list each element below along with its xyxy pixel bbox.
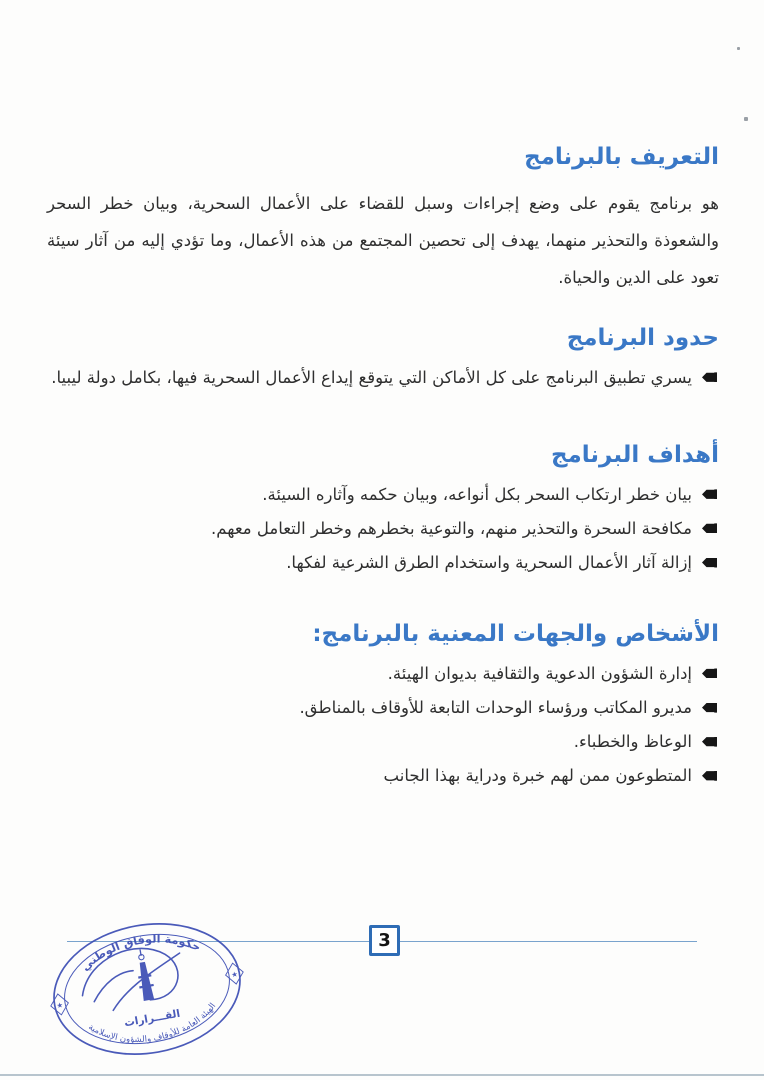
bullet-arrow-icon [702,668,717,678]
section-heading-goals: أهداف البرنامج [550,441,719,468]
section-stakeholders [47,620,719,787]
list-item [47,730,717,753]
list-item-text: مكافحة السحرة والتحذير منهم، والتوعية بخطرهم وخطر التعامل معهم. [210,518,692,538]
list-item [47,366,717,389]
list-item-text: الوعاظ والخطباء. [573,732,692,752]
stamp-center-label: القـــرارات [123,1007,182,1030]
bullet-arrow-icon [702,558,717,568]
page-content [47,143,719,798]
star-icon: ★ [55,1000,64,1011]
definition-paragraph: هو برنامج يقوم على وضع إجراءات وسبل للقضاء على الأعمال السحرية، وبيان خطر السحر والشعوذة والتحذير منهما، يهدف إلى تحصين المجتمع من هذه الأعمال، وما تؤدي إليه من آثار سيئة تعود على الدين والحياة. [47,193,719,287]
minaret-emblem-icon [133,948,156,1001]
bullet-arrow-icon [702,489,717,499]
list-item-text: إدارة الشؤون الدعوية والثقافية بديوان الهيئة. [387,663,692,683]
list-item-text: المتطوعون ممن لهم خبرة ودراية بهذا الجانب [383,766,692,786]
page-number-badge: 3 [369,925,400,956]
list-item [47,696,717,719]
list-item-text: مديرو المكاتب ورؤساء الوحدات التابعة للأوقاف بالمناطق. [299,698,692,718]
list-item [47,517,717,540]
list-item-text: بيان خطر ارتكاب السحر بكل أنواعه، وبيان حكمه وآثاره السيئة. [262,484,692,504]
bullet-arrow-icon [702,703,717,713]
stamp-bottom-text: الهيئة العامة للأوقاف والشؤون الإسلامية [86,1001,219,1046]
section-heading-limits: حدود البرنامج [566,324,719,351]
list-item [47,551,717,574]
section-definition [47,143,719,296]
stamp-seal-graphic [48,918,246,1060]
list-item-text: إزالة آثار الأعمال السحرية واستخدام الطرق الشرعية لفكها. [286,552,692,572]
page-bottom-edge [0,1074,764,1076]
section-heading-stakeholders: الأشخاص والجهات المعنية بالبرنامج: [312,621,719,648]
list-item [47,662,717,685]
official-stamp [48,918,246,1060]
list-item [47,483,717,506]
stakeholders-list [47,662,719,787]
scan-speck [737,47,740,50]
star-icon: ★ [230,969,239,980]
list-item [47,764,717,787]
goals-list [47,483,719,574]
scan-speck [744,117,748,121]
bullet-arrow-icon [702,372,717,382]
bullet-arrow-icon [702,737,717,747]
section-limits [47,324,719,389]
bullet-arrow-icon [702,523,717,533]
stamp-top-text: حكومة الوفاق الوطني [78,932,203,974]
list-item-text: يسري تطبيق البرنامج على كل الأماكن التي يتوقع إيداع الأعمال السحرية فيها، بكامل دولة ليبيا. [51,367,692,387]
section-goals [47,441,719,574]
bullet-arrow-icon [702,771,717,781]
section-heading-definition: التعريف بالبرنامج [524,144,719,170]
limits-list [47,366,719,389]
